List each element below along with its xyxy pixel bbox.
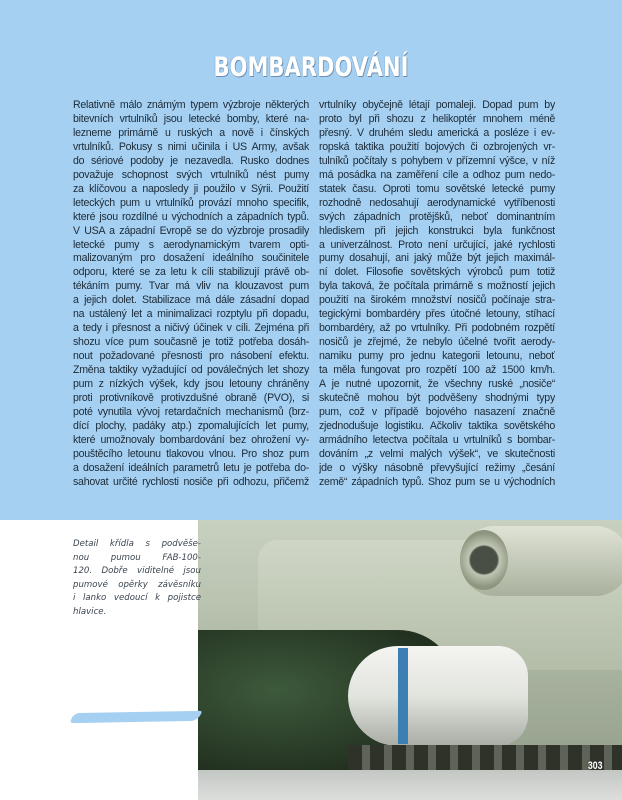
text-line: a tedy i přesnost a ničivý účinek v cíli. Zejména při [73, 322, 309, 335]
text-line: letecké pumy s aerodynamickým tvarem opti- [73, 238, 309, 251]
text-line: a jejich dolet. Stabilizace má dále zásadní dopad [73, 294, 309, 307]
text-line: ropská taktika použití bojových či ozbrojených vr- [319, 140, 555, 153]
text-line: pumové opěrky závěsníku [73, 579, 201, 590]
text-line: leteckých pum u vrtulníků provází mnoho specifik, [73, 196, 309, 209]
photo-caption [73, 538, 201, 620]
text-line: proti protivníkově protivzdušné obraně (PVO), si [73, 392, 309, 405]
text-line: namiku pumy pro jednu kategorii letounu, neboť [319, 350, 555, 363]
text-line: bombardéry, až po vrtulníky. Při podobném rozpětí [319, 322, 555, 335]
text-line: bitevních vrtulníků jsou letecké bomby, které na- [73, 112, 309, 125]
text-line: vrtulníků. Pokusy s nimi učinila i US Army, avšak [73, 140, 309, 153]
text-line: 120. Dobře viditelné jsou [73, 566, 201, 577]
text-line: Relativně málo známým typem výzbroje některých [73, 99, 309, 111]
text-line: do sériové podoby je nezavedla. Rusko dodnes [73, 154, 309, 167]
bomb [348, 646, 528, 746]
text-line: rozhodně nedosahují aerodynamické vytříbenosti [319, 196, 555, 209]
brush-stroke-decoration [70, 711, 202, 723]
text-line: pum z nízkých výšek, kdy jsou letouny chráněny [73, 378, 309, 391]
text-line: i lanko vedoucí k pojistce [73, 593, 201, 604]
text-line: země“ západních typů. Shoz pum se u východních [319, 475, 555, 488]
text-line: V USA a západní Evropě se do výzbroje prosadily [73, 224, 309, 237]
text-line: které jsou rozdílné u východních a západních typů. [73, 210, 309, 223]
bomb-band [398, 648, 408, 744]
text-line: které umožnovaly bombardování bez ohrožení vy- [73, 433, 309, 446]
text-line: ní dolet. Filosofie sovětských výrobců pum totiž [319, 266, 555, 279]
text-line: skutečně mohou být podvěšeny shodnými typy [319, 392, 555, 405]
text-line: shozu více pum současně je totiž potřeba dosáh- [73, 336, 309, 349]
page-number: 303 [587, 760, 603, 772]
text-line: tékáním pumy. Tvar má vliv na klouzavost pum [73, 280, 309, 293]
article-title: BOMBARDOVÁNÍ [213, 52, 409, 83]
text-line: dováním „z velmi malých výšek“, ve skutečnosti [319, 447, 555, 460]
text-line: má posádka na zaměření cíle a odhoz pum nedo- [319, 168, 555, 181]
text-line: za klíčovou a naposledy ji použilo v Sýrii. Použití [73, 182, 309, 195]
text-line: vrtulníky obyčejně létají pomaleji. Dopad pum by [319, 99, 555, 111]
text-line: sahovat určité rychlosti nosiče při odhozu, přičemž [73, 475, 309, 488]
text-line: tulníků počítaly s pohybem v přízemní výšce, v níž [319, 154, 555, 167]
text-line: pouštěcího letounu tlakovou vlnou. Pro shoz pum [73, 447, 309, 460]
text-line: hlediskem při jejich konstrukci byla funkčnost [319, 224, 555, 237]
ground [198, 770, 622, 800]
text-line: zjednodušuje logistiku. Ačkoliv taktika sovětského [319, 419, 555, 432]
text-line: a univerzálnost. Proto není určující, jaké rychlosti [319, 238, 555, 251]
text-line: hlavice. [73, 606, 107, 617]
engine-intake [460, 530, 508, 590]
text-line: odporu, které se za letu k cíli stabilizují právě ob- [73, 266, 309, 279]
text-line: malizovaným pro dosažení ideálního součinitele [73, 252, 309, 265]
text-line: na ustálený let a minimalizaci rozptylu při dopadu, [73, 308, 309, 321]
text-line: nou pumou FAB-100- [73, 552, 201, 563]
text-line: pum, což v případě bojového nasazení značně [319, 405, 555, 418]
text-column-2 [319, 99, 555, 490]
text-column-1 [73, 99, 309, 490]
text-line: poté vynutila vývoj retardačních mechanismů (brz- [73, 405, 309, 418]
text-line: ta měla fungovat pro rozpětí 100 až 1500 km/h. [319, 364, 555, 377]
text-line: lezneme primárně u ruských a nově i čínských [73, 126, 309, 139]
text-line: proto byl při shozu z helikoptér mnohem méně [319, 112, 555, 125]
text-line: nosičů je zřejmé, že nebylo účelné tvořit aerody- [319, 336, 555, 349]
text-line: A je nutné upozornit, že všechny ruské „nosiče“ [319, 378, 555, 391]
text-line: jde o výšky násobně převyšující režimy „česání [319, 461, 555, 474]
text-line: pumy dosahují, ani jaký může být jejich maximál- [319, 252, 555, 265]
text-line: armádního letectva počítala u vrtulníků s bombar- [319, 433, 555, 446]
text-line: Změna taktiky vyžadující od poválečných let shozy [73, 364, 309, 377]
helicopter-wing-photo [198, 520, 622, 800]
text-line: tegickými bombardéry přes útočné letouny, stíhací [319, 308, 555, 321]
text-line: a dosažení ideálních parametrů letu je potřeba do- [73, 461, 309, 474]
text-line: přesný. V druhém sledu americká a posléze i ev- [319, 126, 555, 139]
text-line: použití na širokém množství nosičů počínaje stra- [319, 294, 555, 307]
text-line: statek času. Oproti tomu sovětské letecké pumy [319, 182, 555, 195]
text-line: byla taková, že počítala primárně s možností jejich [319, 280, 555, 293]
text-line: svých západních protějšků, neboť dominantním [319, 210, 555, 223]
text-line: Detail křídla s podvěše- [73, 539, 201, 549]
text-line: dící plochy, padáky atp.) zpomalujících let pumy, [73, 419, 309, 432]
text-line: považuje schopnost svých vrtulníků nést pumy [73, 168, 309, 181]
text-line: nout požadované přesnosti pro násobení efektu. [73, 350, 309, 363]
